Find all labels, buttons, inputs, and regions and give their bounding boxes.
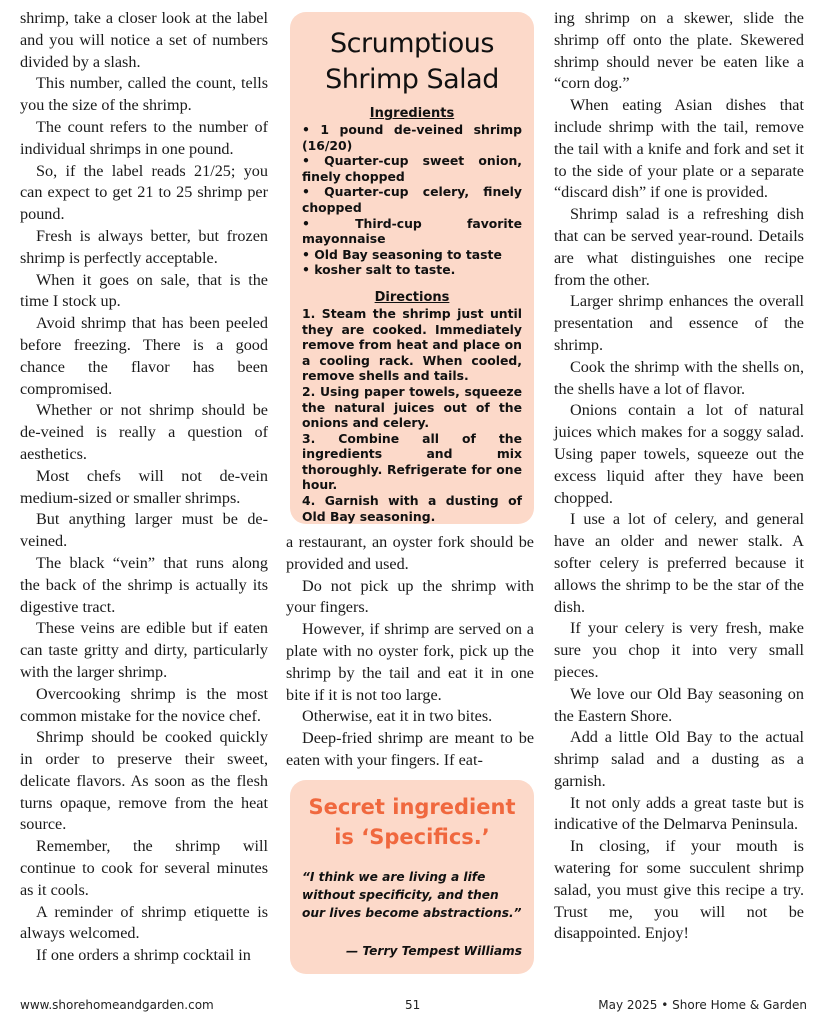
direction-step: 4. Garnish with a dusting of Old Bay seasoning. [302,493,522,524]
ingredients-heading: Ingredients [369,106,455,121]
paragraph: However, if shrimp are served on a plate with no oyster fork, pick up the shrimp by the tail and eat it in one bite if it is not too large. [286,620,534,704]
paragraph: If your celery is very fresh, make sure you chop it into very small pieces. [554,619,804,681]
directions-heading: Directions [374,289,450,305]
paragraph: Shrimp should be cooked quickly in order to preserve their sweet, delicate flavors. As soon as the flesh turns opaque, remove from the heat source. [20,728,268,834]
paragraph: Larger shrimp enhances the overall presentation and essence of the shrimp. [554,292,804,354]
paragraph: The count refers to the number of individual shrimps in one pound. [20,117,268,158]
ingredient-item: • Quarter-cup sweet onion, finely chopped [302,153,522,184]
paragraph: I use a lot of celery, and general have an older and newer stalk. A softer celery is preferred because it allows the shrimp to be the star of the dish. [554,510,804,616]
paragraph: When eating Asian dishes that include shrimp with the tail, remove the tail with a knife and fork and set it to the side of your plate or a separate “discard dish” if one is provided. [554,96,804,202]
paragraph: Do not pick up the shrimp with your fingers. [286,576,534,617]
direction-step: 1. Steam the shrimp just until they are cooked. Immediately remove from heat and place on a cooling rack. When cooled, remove shells and tails. [302,305,522,384]
paragraph: shrimp, take a closer look at the label and you will notice a set of numbers divided by a slash. [20,9,268,71]
paragraph: Onions contain a lot of natural juices which makes for a soggy salad. Using paper towels, squeeze out the excess liquid after they have been chopped. [554,401,804,507]
paragraph: But anything larger must be de-veined. [20,510,268,551]
page-number: 51 [405,998,421,1012]
ingredient-item: • Quarter-cup celery, finely chopped [302,184,522,215]
paragraph: ing shrimp on a skewer, slide the shrimp off onto the plate. Skewered shrimp should never be eaten like a “corn dog.” [554,9,804,93]
paragraph: The black “vein” that runs along the back of the shrimp is actually its digestive tract. [20,553,268,616]
direction-step: 3. Combine all of the ingredients and mix thoroughly. Refrigerate for one hour. [302,430,522,493]
paragraph: Add a little Old Bay to the actual shrimp salad and a dusting as a garnish. [554,728,804,790]
pull-quote-headline-line: Secret ingredient [308,795,516,819]
pull-quote-attribution: — Terry Tempest Williams [346,944,522,958]
article-column-3 [554,8,804,945]
ingredient-item: • kosher salt to taste. [302,262,456,278]
recipe-title-line: Scrumptious [330,28,494,59]
ingredient-item: • Third-cup favorite mayonnaise [302,215,522,247]
recipe-box [290,12,534,524]
paragraph: Most chefs will not de-vein medium-sized or smaller shrimps. [20,466,268,507]
paragraph: Remember, the shrimp will continue to cook for several minutes as it cools. [20,837,268,899]
paragraph: Otherwise, eat it in two bites. [302,707,493,726]
paragraph: In closing, if your mouth is watering for some succulent shrimp salad, you must give this recipe a try. Trust me, you will not be disappointed. Enjoy! [554,837,804,943]
pull-quote-text: “I think we are living a life without specificity, and then our lives become abstractions.” [302,870,522,920]
footer-issue: May 2025 • Shore Home & Garden [598,998,807,1012]
article-column-1 [20,8,268,967]
paragraph: Avoid shrimp that has been peeled before freezing. There is a good chance the flavor has been compromised. [20,314,268,398]
paragraph: A reminder of shrimp etiquette is always welcomed. [20,902,268,943]
paragraph: These veins are edible but if eaten can taste gritty and dirty, particularly with the larger shrimp. [20,619,268,681]
paragraph: When it goes on sale, that is the time I stock up. [20,270,268,311]
paragraph: Deep-fried shrimp are meant to be eaten with your fingers. If eat- [286,729,534,769]
footer-website: www.shorehomeandgarden.com [20,998,214,1012]
paragraph: Fresh is always better, but frozen shrimp is perfectly acceptable. [20,226,268,267]
pull-quote-headline [302,792,522,852]
article-column-2 [286,532,534,772]
direction-step: 2. Using paper towels, squeeze the natural juices out of the onions and celery. [302,383,522,431]
paragraph: Whether or not shrimp should be de-veined is really a question of aesthetics. [20,401,268,463]
pull-quote-headline-line: is ‘Specifics.’ [334,825,490,849]
paragraph: If one orders a shrimp cocktail in [36,946,251,965]
recipe-title [302,26,522,98]
paragraph: We love our Old Bay seasoning on the Eastern Shore. [554,684,804,725]
paragraph: It not only adds a great taste but is indicative of the Delmarva Peninsula. [554,793,804,834]
recipe-title-line: Shrimp Salad [325,64,499,95]
ingredient-item: • 1 pound de-veined shrimp (16/20) [302,122,522,153]
paragraph: a restaurant, an oyster fork should be provided and used. [286,533,534,573]
paragraph: Overcooking shrimp is the most common mistake for the novice chef. [20,684,268,725]
paragraph: Cook the shrimp with the shells on, the shells have a lot of flavor. [554,357,804,398]
paragraph: Shrimp salad is a refreshing dish that can be served year-round. Details are what distinguishes one recipe from the other. [554,205,804,289]
pull-quote-box [290,780,534,974]
paragraph: So, if the label reads 21/25; you can expect to get 21 to 25 shrimp per pound. [20,161,268,224]
ingredient-item: • Old Bay seasoning to taste [302,246,502,262]
paragraph: This number, called the count, tells you the size of the shrimp. [20,74,268,115]
